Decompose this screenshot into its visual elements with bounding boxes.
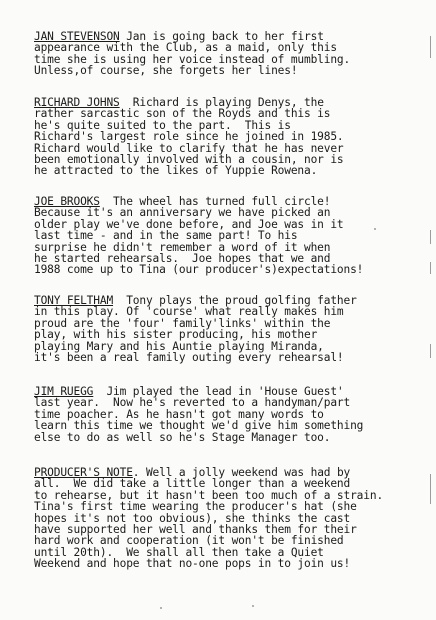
speck [252,605,254,607]
note-line: Because it's an anniversary we have picked an [34,206,331,220]
margin-mark [430,344,431,358]
note-line: 1988 come up to Tina (our producer's)expectations! [34,263,364,277]
cast-note-tony-feltham [34,295,426,363]
cast-note-richard-johns [34,97,426,177]
note-line: else to do as well so he's Stage Manager too. [34,430,331,444]
note-line: hard work and cooperation (it won't be finished [34,534,344,548]
note-line: Richard would like to clarify that he has never [34,141,344,155]
note-line: been emotionally involved with a cousin, nor is [34,153,344,167]
cast-name: JIM RUEGG [34,385,94,398]
note-line: time she is using her voice instead of mumbling. [34,52,351,66]
cast-note-jan-stevenson [34,31,426,77]
cast-name: TONY FELTHAM [34,294,114,307]
note-line: all. We did take a little longer than a weekend [34,477,351,491]
speck [160,607,162,609]
producers-note [34,467,426,570]
cast-note-joe-brooks [34,196,426,276]
note-line: Richard's largest role since he joined in 1985. [34,130,344,144]
note-line: last year. Now he's reverted to a handyman/part [34,396,351,410]
margin-mark [430,474,431,504]
margin-mark [430,262,431,274]
note-line: surprise he didn't remember a word of it when [34,240,331,254]
note-line: Tina's first time wearing the producer's hat (she [34,500,357,514]
note-line: until 20th). We shall all then take a Quiet [34,545,324,559]
note-line: it's been a real family outing every rehearsal! [34,351,344,365]
note-line: in this play. Of 'course' what really makes him [34,305,344,319]
note-line: he started rehearsals. Joe hopes that we and [34,252,331,266]
note-line: play, with his sister producing, his mother [34,328,318,342]
note-line: Tony plays the proud golfing father [113,294,357,307]
note-line: Unless,of course, she forgets her lines! [34,64,298,78]
note-line: time poacher. As he hasn't got many words to [34,407,324,421]
note-line: he attracted to the likes of Yuppie Rowena. [34,164,318,178]
note-line: Weekend and hope that no-one pops in to join us! [34,557,351,571]
note-line: last time - and in the same part! To his [34,229,298,243]
speck [374,228,376,230]
cast-name: RICHARD JOHNS [34,96,120,109]
note-line: to rehearse, but it hasn't been too much of a strain. [34,488,384,502]
note-line: have supported her well and thanks them for their [34,523,357,537]
note-line: playing Mary and his Auntie playing Miranda, [34,339,324,353]
margin-mark [430,36,431,58]
note-line: older play we've done before, and Joe was in it [34,217,344,231]
cast-name: JOE BROOKS [34,195,100,208]
note-line: . Well a jolly weekend was had by [132,466,351,479]
cast-name: JAN STEVENSON [34,30,120,43]
note-line: proud are the 'four' family'links' within the [34,316,331,330]
note-line: Richard is playing Denys, the [119,96,324,109]
note-line: rather sarcastic son of the Royds and this is [34,107,331,121]
margin-mark [430,230,431,244]
note-line: hopes it's not too obvious), she thinks the cast [34,511,351,525]
cast-note-jim-ruegg [34,386,426,443]
note-heading: PRODUCER'S NOTE [34,466,133,479]
note-line: appearance with the Club, as a maid, only this [34,41,337,55]
note-line: The wheel has turned full circle! [99,195,331,208]
note-line: learn this time we thought we'd give him something [34,419,364,433]
note-line: he's quite suited to the part. This is [34,118,291,132]
note-line: Jim played the lead in 'House Guest' [93,385,344,398]
note-line: Jan is going back to her first [119,30,324,43]
